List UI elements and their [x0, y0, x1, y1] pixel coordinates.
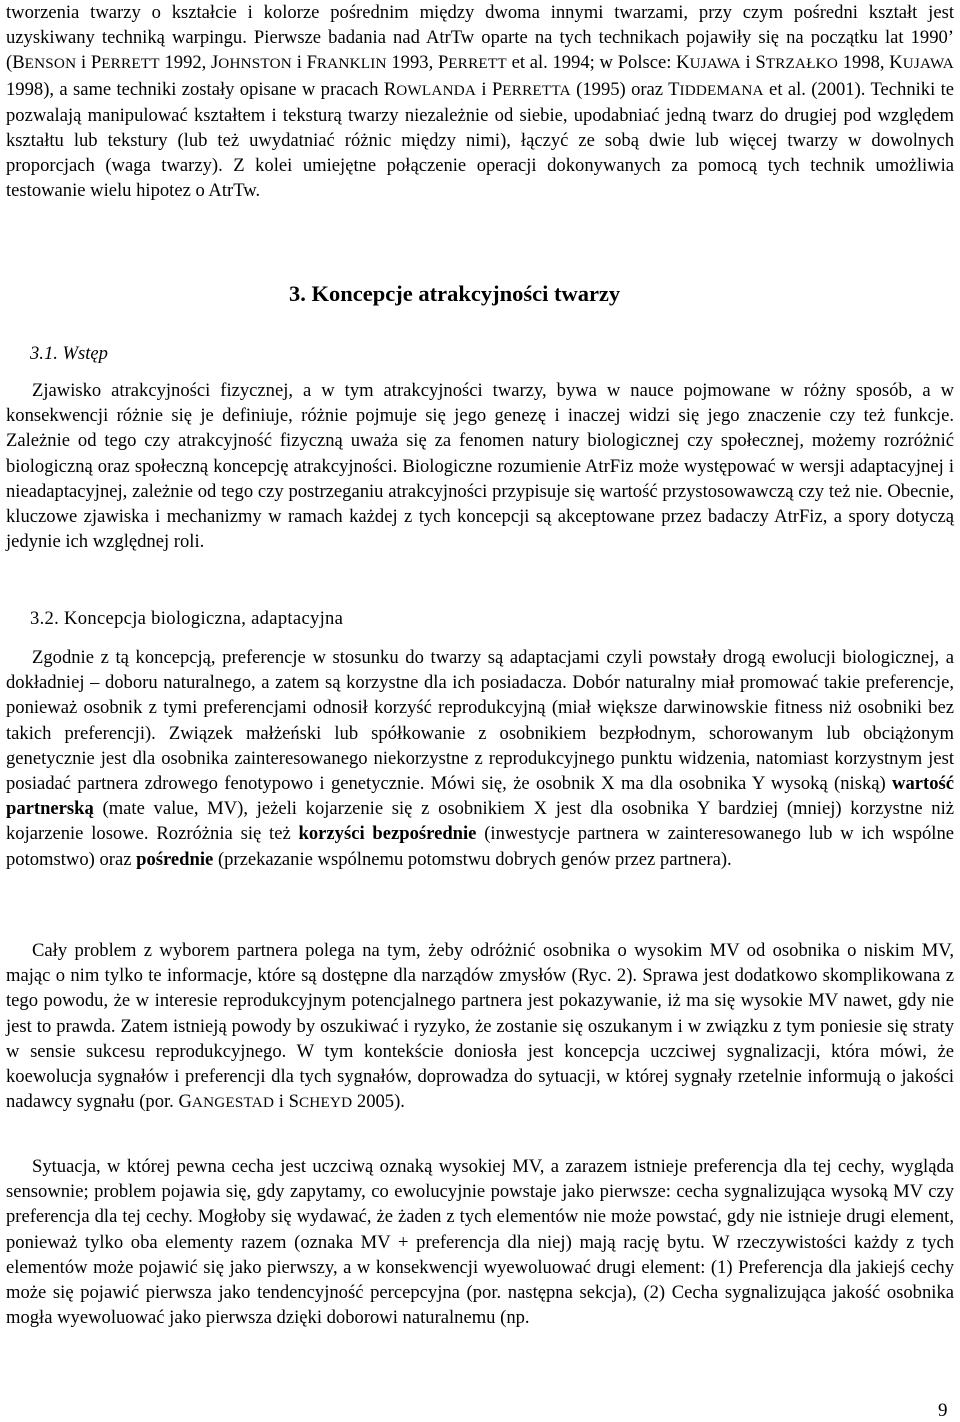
page-number: 9 [938, 1400, 948, 1421]
text-run: i [274, 1091, 289, 1113]
author-initial: F [306, 52, 317, 74]
text-run: 1993, [386, 52, 438, 74]
subsection-heading: 3.2. Koncepcja biologiczna, adaptacyjna [30, 608, 344, 629]
author-initial: P [90, 52, 102, 74]
text-run: 1992, [159, 52, 212, 74]
text-run: 2005). [352, 1091, 405, 1113]
author-initial: P [491, 78, 503, 100]
text-run: (przekazanie wspólnemu potomstwu dobrych genów przez partnera). [213, 848, 732, 870]
bold-term: korzyści bezpośrednie [298, 823, 477, 845]
text-run: Cały problem z wyborem partnera polega na tym, żeby odróżnić osobnika o wysokim MV od osobnika o niskim MV, mając o nim tylko te informacje, które są dostępne dla narządów zmysłów (Ryc. 2). Sprawa jest dodatkowo skomplikowana z tego powodu, że w interesie reprodukcyjnym potencjalnego partnera jest pokazywanie, iż ma się wysokie MV nawet, gdy nie jest to prawda. Zatem istnieją powody by oszukiwać i ryzyko, że zostanie się oszukanym i w związku z tym poniesie się straty w sensie sukcesu reprodukcyjnego. W tym kontekście doniosła jest koncepcja uczciwej sygnalizacji, która mówi, że koewolucja sygnałów i preferencji dla tych sygnałów, doprowadza do sytuacji, w której sygnały rzetelnie informują o jakości nadawcy sygnału (por. [6, 940, 954, 1113]
text-run: 1998, [838, 52, 890, 74]
text-run: (mate value, MV), jeżeli kojarzenie się z osobnikiem X jest dla osobnika Y bardziej (mniej) korzystne niż kojarzenie losowe. Rozróżnia się też [6, 798, 954, 845]
author-smallcaps: OHNSTON [218, 55, 292, 73]
author-smallcaps: TRZAŁKO [765, 55, 839, 73]
author-smallcaps: CHEYD [298, 1094, 353, 1112]
text-run: tworzenia twarzy o kształcie i kolorze pośrednim między dwoma innymi twarzami, przy czym pośredni kształt jest uzyskiwany techniką warpingu. Pierwsze badania nad AtrTw oparte na tych technikach pojawiły się na początku lat 1990’ ( [6, 2, 954, 74]
author-smallcaps: IDDEMANA [679, 81, 764, 99]
chapter-heading: 3. Koncepcje atrakcyjności twarzy [289, 281, 621, 306]
author-initial: G [178, 1091, 192, 1113]
paragraph-mate-choice [6, 938, 954, 1115]
author-smallcaps: ERRETT [101, 55, 160, 73]
paragraph-signal-evolution: Sytuacja, w której pewna cecha jest uczciwą oznaką wysokiej MV, a zarazem istnieje preferencja dla tej cechy, wygląda sensownie; problem pojawia się, gdy zapytamy, co ewolucyjnie powstaje jako pierwsze: cecha sygnalizująca wysoką MV czy preferencja dla tej cechy. Mogłoby się wydawać, że żaden z tych elementów nie może powstać, gdy nie istnieje drugi element, ponieważ tylko oba elementy razem (oznaka MV + preferencja dla niej) mają rację bytu. W rzeczywistości każdy z tych elementów może pojawić się jako pierwszy, a w konsekwencji wyewoluować drugi element: (1) Preferencja dla jakiejś cechy może się pojawić pierwsza jako tendencyjność percepcyjna (por. następna sekcja), (2) Cecha sygnalizująca jakość osobnika mogła wyewoluować jako pierwsza dzięki doborowi naturalnemu (np. [6, 1156, 954, 1329]
author-smallcaps: UJAWA [689, 55, 741, 73]
text-run: (1995) oraz [570, 78, 669, 100]
text-run: i [76, 52, 91, 74]
paragraph-intro [6, 0, 954, 204]
author-initial: P [437, 52, 449, 74]
text-run: i [740, 52, 756, 74]
author-smallcaps: RANKLIN [316, 55, 387, 73]
bold-term: pośrednie [136, 848, 214, 870]
text-run: i [291, 52, 307, 74]
text-run: 1998), a same techniki zostały opisane w pracach [6, 78, 384, 100]
text-run: Zgodnie z tą koncepcją, preferencje w stosunku do twarzy są adaptacjami czyli powstały drogą ewolucji biologicznej, a dokładniej – doboru naturalnego, a zatem są korzystne dla ich posiadacza. Dobór naturalny miał promować takie preferencje, ponieważ osobnik z tymi preferencjami odnosił korzyść reprodukcyjną (miał większe darwinowskie fitness niż osobniki bez takich preferencji). Związek małżeński lub spółkowanie z osobnikiem bezpłodnym, schorowanym lub obciążonym genetycznie jest dla osobnika zainteresowanego niekorzystne z reprodukcyjnego punktu widzenia, natomiast korzystnym jest posiadać partnera zdrowego fenotypowo i genetycznie. Mówi się, że osobnik X ma dla osobnika Y wysoką (niską) [6, 647, 954, 795]
author-smallcaps: ERRETTA [502, 81, 571, 99]
paragraph-biological-concept [6, 645, 954, 872]
author-initial: S [755, 52, 766, 74]
text-run: (inwestycje partnera w zainteresowanego lub w ich wspólne potomstwo) oraz [6, 823, 955, 870]
author-initial: K [889, 52, 903, 74]
author-smallcaps: ENSON [24, 55, 77, 73]
text-run: et al. (2001). Techniki te pozwalają manipulować kształtem i teksturą twarzy niezależnie od siebie, upodabniać jedną twarz do drugiej pod względem kształtu lub tekstury (lub też uwydatniać różnic między nimi), łączyć ze sobą dwie lub więcej twarzy w dowolnych proporcjach (waga twarzy). Z kolei umiejętne połączenie operacji dokonywanych za pomocą tych technik umożliwia testowanie wielu hipotez o AtrTw. [6, 78, 954, 202]
author-initial: R [383, 78, 397, 100]
author-smallcaps: UJAWA [902, 55, 954, 73]
paragraph-introduction: Zjawisko atrakcyjności fizycznej, a w tym atrakcyjności twarzy, bywa w nauce pojmowane w różny sposób, a w konsekwencji różnie się je definiuje, różnie pojmuje się jego genezę i inaczej widzi się jego znaczenie czy też funkcje. Zależnie od tego czy atrakcyjność fizyczną uważa się za fenomen natury biologicznej czy społecznej, możemy rozróżnić biologiczną oraz społeczną koncepcję atrakcyjności. Biologiczne rozumienie AtrFiz może występować w wersji adaptacyjnej i nieadaptacyjnej, zależnie od tego czy postrzeganiu atrakcyjności przypisuje się wartość przystosowawczą czy też nie. Obecnie, kluczowe zjawiska i mechanizmy w ramach każdej z tych koncepcji są akceptowane przez badaczy AtrFiz, a spory dotyczą jedynie ich względnej roli. [6, 380, 954, 553]
author-smallcaps: ERRETT [448, 55, 507, 73]
text-run: et al. 1994; w Polsce: [506, 52, 677, 74]
author-initial: B [12, 52, 25, 74]
text-run: i [476, 78, 492, 100]
author-initial: K [676, 52, 690, 74]
author-initial: S [288, 1091, 299, 1113]
author-smallcaps: ANGESTAD [191, 1094, 275, 1112]
section-heading: 3.1. Wstęp [30, 343, 108, 364]
author-initial: J [211, 52, 219, 74]
author-initial: T [668, 78, 680, 100]
bold-term: wartość partnerską [6, 773, 954, 820]
author-smallcaps: OWLANDA [396, 81, 477, 99]
